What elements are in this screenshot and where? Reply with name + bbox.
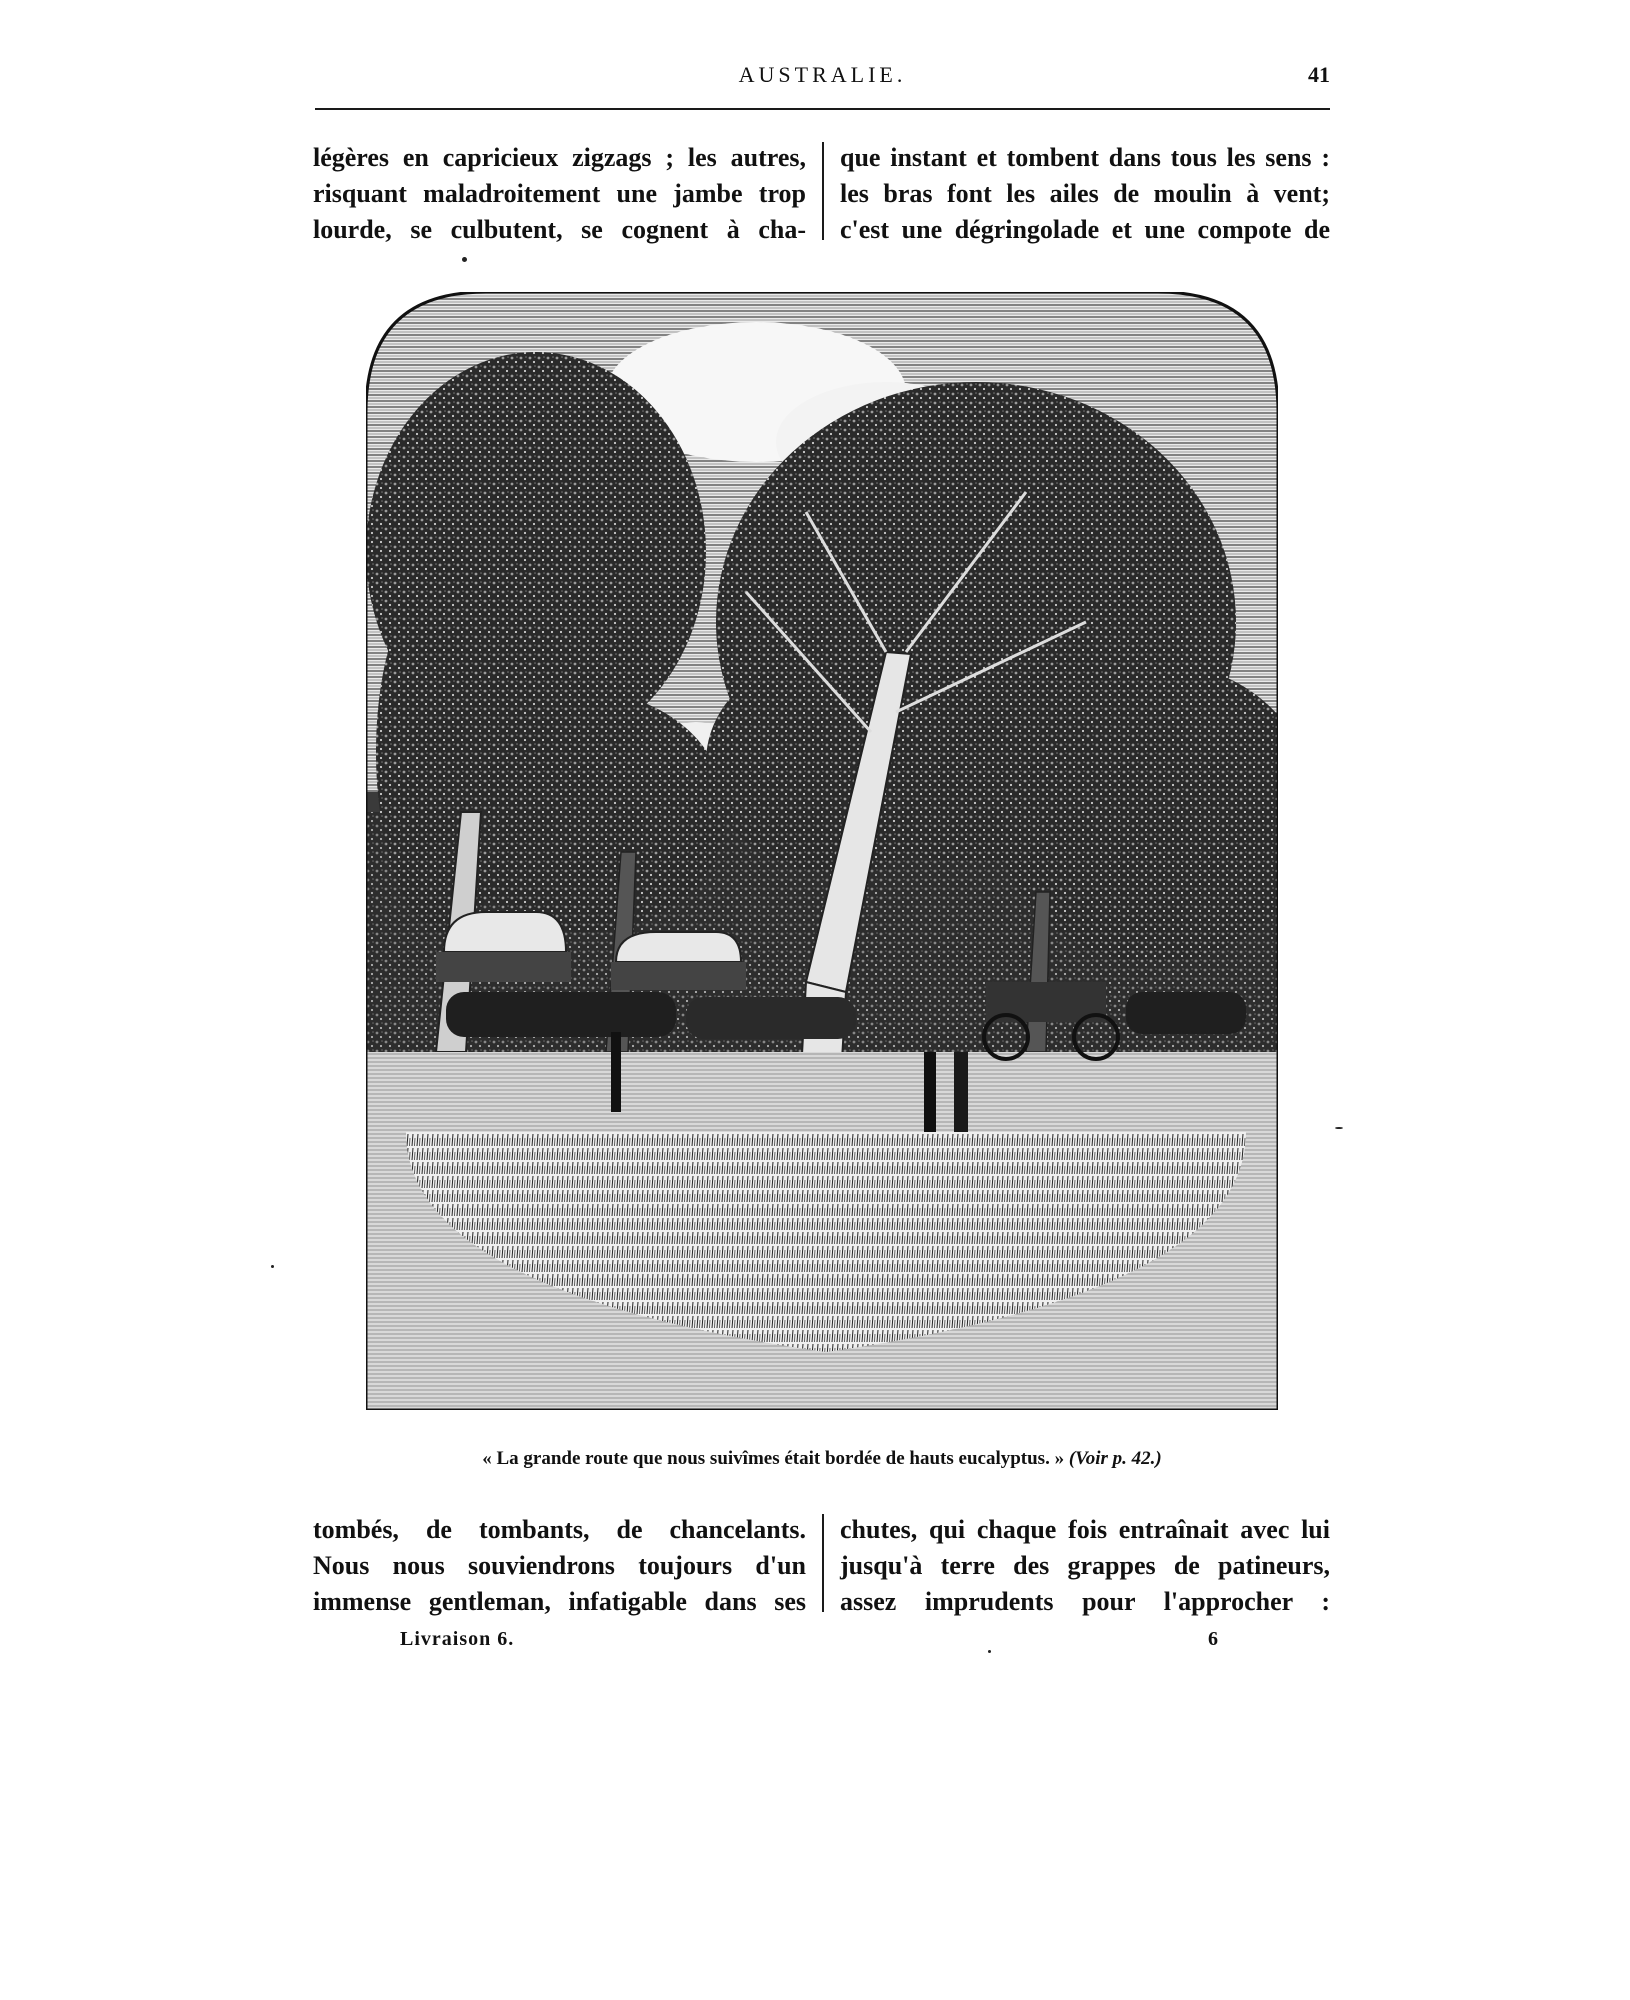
page-number: 41	[1308, 62, 1330, 87]
text-column-right-top	[840, 140, 1330, 248]
wagon	[611, 932, 746, 990]
caption-page-reference: (Voir p. 42.)	[1068, 1448, 1162, 1469]
header-rule	[315, 108, 1330, 110]
sheet-number: 6	[1208, 1628, 1218, 1650]
text-line: assez imprudents pour l'approcher :	[840, 1587, 1330, 1616]
text-column-right-bottom	[840, 1512, 1330, 1620]
engraving-illustration	[366, 292, 1278, 1410]
text-line: jusqu'à terre des grappes de patineurs,	[840, 1551, 1330, 1580]
scan-speck	[1335, 1127, 1343, 1129]
livraison-signature: Livraison 6.	[400, 1628, 515, 1650]
running-head	[315, 62, 1330, 92]
text-line: immense gentleman, infatigable dans ses	[313, 1587, 806, 1616]
text-line: risquant maladroitement une jambe trop	[313, 179, 806, 208]
text-column-left-bottom	[313, 1512, 806, 1620]
caption-text: « La grande route que nous suivîmes était bordée de hauts eucalyptus. »	[482, 1448, 1065, 1469]
text-line: les bras font les ailes de moulin à vent;	[840, 179, 1330, 208]
figure-caption	[366, 1448, 1278, 1470]
scan-speck	[462, 257, 467, 262]
text-line: lourde, se culbutent, se cognent à cha-	[313, 215, 806, 244]
column-rule-bottom	[822, 1514, 824, 1612]
text-line: légères en capricieux zigzags ; les autres,	[313, 143, 806, 172]
running-title: AUSTRALIE.	[738, 62, 907, 87]
text-line: chutes, qui chaque fois entraînait avec lui	[840, 1515, 1330, 1544]
text-line: Nous nous souviendrons toujours d'un	[313, 1551, 806, 1580]
text-column-left-top	[313, 140, 806, 248]
text-line: tombés, de tombants, de chancelants.	[313, 1515, 806, 1544]
scan-speck	[988, 1650, 991, 1653]
text-line: c'est une dégringolade et une compote de	[840, 215, 1330, 244]
wagon	[436, 912, 571, 982]
column-rule-top	[822, 142, 824, 240]
text-line: que instant et tombent dans tous les sens :	[840, 143, 1330, 172]
scan-speck	[271, 1265, 274, 1268]
